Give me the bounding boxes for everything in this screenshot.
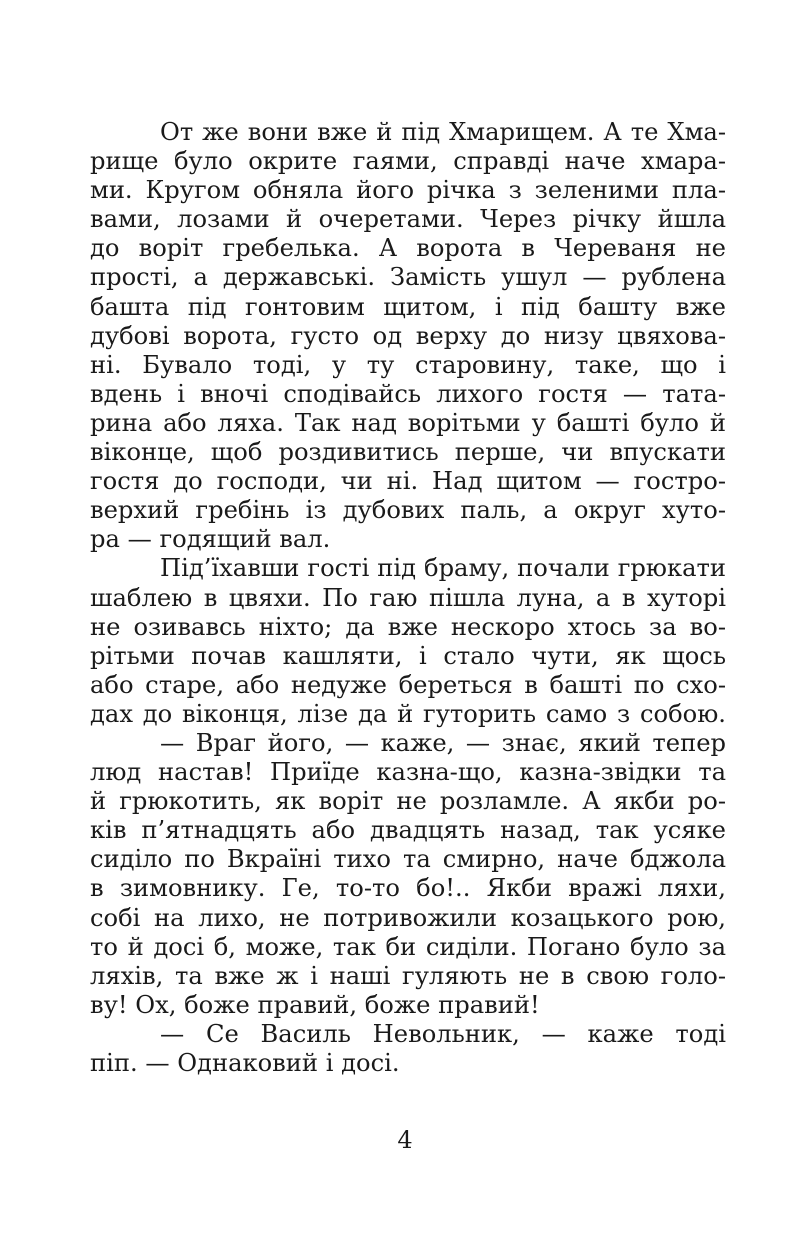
text-line: піп. — Однаковий і досі. [90, 1049, 400, 1077]
body-text [90, 118, 726, 1078]
text-line: в зимовнику. Ге, то-то бо!.. Якби вражі ляхи, [90, 874, 726, 903]
text-line: й грюкотить, як воріт не розламле. А якби ро- [90, 787, 726, 816]
text-line: — Се Василь Невольник, — каже тоді [160, 1019, 726, 1048]
text-line: шаблею в цвяхи. По гаю пішла луна, а в хуторі [90, 583, 726, 612]
text-line: ків п’ятнадцять або двадцять назад, так усяке [90, 816, 726, 845]
text-line: верхий гребінь із дубових паль, а округ хуто- [90, 496, 726, 525]
text-line: рітьми почав кашляти, і стало чути, як щось [90, 641, 726, 670]
text-line: От же вони вже й під Хмарищем. А те Хма- [160, 118, 726, 146]
text-line: рина або ляха. Так над ворітьми у башті було й [90, 408, 726, 437]
text-line: віконце, щоб роздивитись перше, чи впускати [90, 438, 726, 467]
text-line: дубові ворота, густо од верху до низу цвяхова- [90, 321, 726, 350]
text-line: вдень і вночі сподівайсь лихого гостя — тата- [90, 379, 726, 408]
text-line: то й досі б, може, так би сиділи. Погано було за [90, 932, 726, 961]
text-line: ра — годящий вал. [90, 525, 331, 554]
text-line: собі на лихо, не потривожили козацького рою, [90, 903, 726, 932]
text-line: ми. Кругом обняла його річка з зеленими пла- [90, 176, 726, 205]
text-line: ву! Ох, боже правий, боже правий! [90, 990, 540, 1019]
text-line: ляхів, та вже ж і наші гуляють не в свою голо- [90, 961, 726, 990]
text-line: дах до віконця, лізе да й гуторить само з собою. [90, 699, 726, 728]
text-line: люд настав! Приїде казна-що, казна-звідки та [90, 758, 726, 787]
text-line: рище було окрите гаями, справді наче хмара- [90, 147, 726, 176]
text-line: або старе, або недуже береться в башті по схо- [90, 670, 726, 699]
text-line: не озивавсь ніхто; да вже нескоро хтось за во- [90, 612, 726, 641]
text-line: вами, лозами й очеретами. Через річку йшла [90, 205, 726, 234]
page-number: 4 [397, 1126, 413, 1154]
text-line: — Враг його, — каже, — знає, який тепер [160, 728, 726, 757]
text-line: Під’їхавши гості під браму, почали грюкати [160, 554, 726, 583]
text-line: сиділо по Вкраїні тихо та смирно, наче бджола [90, 845, 726, 874]
text-line: башта під гонтовим щитом, і під башту вже [90, 292, 726, 321]
text-line: прості, а державські. Замість ушул — рублена [90, 263, 726, 292]
text-line: до воріт гребелька. А ворота в Череваня не [90, 234, 726, 263]
text-line: гостя до господи, чи ні. Над щитом — гостро- [90, 467, 726, 496]
text-line: ні. Бувало тоді, у ту старовину, таке, що і [90, 350, 726, 379]
